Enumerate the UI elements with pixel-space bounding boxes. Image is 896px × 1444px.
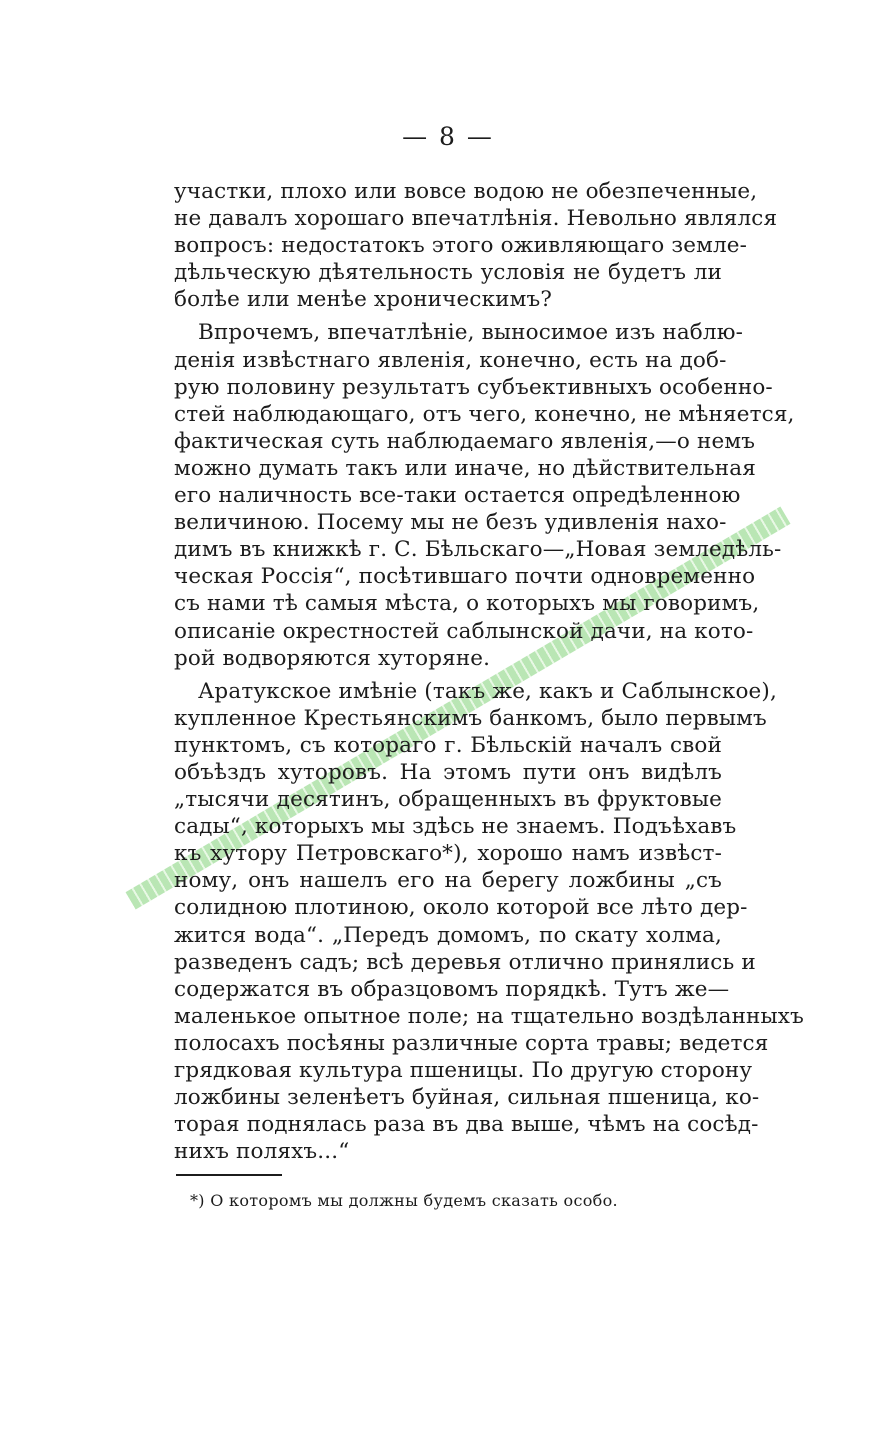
- footnote-divider: [176, 1174, 282, 1176]
- text-line: фактическая суть наблюдаемаго явленія,—о немъ: [174, 428, 756, 454]
- text-line: Впрочемъ, впечатлѣніе, выносимое изъ наблю-: [198, 320, 743, 346]
- text-line: Аратукское имѣніе (такъ же, какъ и Саблынское),: [198, 678, 777, 704]
- text-line: денія извѣстнаго явленія, конечно, есть на доб-: [174, 347, 727, 373]
- text-line: димъ въ книжкѣ г. С. Бѣльскаго—„Новая земледѣль-: [174, 537, 782, 563]
- text-line: грядковая культура пшеницы. По другую сторону: [174, 1058, 753, 1083]
- text-line: солидною плотиною, около которой все лѣто дер-: [174, 895, 748, 921]
- text-line: сады“, которыхъ мы здѣсь не знаемъ. Подъѣхавъ: [174, 814, 737, 840]
- text-line: величиною. Посему мы не безъ удивленія нахо-: [174, 510, 727, 536]
- text-line: участки, плохо или вовсе водою не обезпеченные,: [174, 179, 758, 204]
- paragraph-1: [174, 178, 778, 313]
- text-line: къ хутору Петровскаго*), хорошо намъ извѣст-: [174, 841, 722, 867]
- text-line: пунктомъ, съ котораго г. Бѣльскій началъ свой: [174, 732, 722, 758]
- text-line: вопросъ: недостатокъ этого оживляющаго земле-: [174, 233, 748, 259]
- text-line: рой водворяются хуторяне.: [174, 645, 491, 671]
- footnote: *) О которомъ мы должны будемъ сказать особо.: [190, 1191, 618, 1210]
- text-line: ческая Россія“, посѣтившаго почти одновременно: [174, 564, 756, 590]
- text-line: разведенъ садъ; всѣ деревья отлично принялись и: [174, 949, 756, 975]
- text-line: нихъ поляхъ...“: [174, 1139, 350, 1165]
- text-line: съ нами тѣ самыя мѣста, о которыхъ мы говоримъ,: [174, 591, 760, 617]
- text-line: его наличность все-таки остается опредѣленною: [174, 483, 741, 509]
- text-line: содержатся въ образцовомъ порядкѣ. Тутъ же—: [174, 976, 730, 1002]
- text-line: „тысячи десятинъ, обращенныхъ въ фруктовые: [174, 787, 722, 813]
- main-text: [174, 178, 804, 1165]
- text-line: ложбины зеленѣетъ буйная, сильная пшеница, ко-: [174, 1085, 760, 1111]
- text-line: дѣльческую дѣятельность условія не будетъ ли: [174, 260, 722, 286]
- text-line: стей наблюдающаго, отъ чего, конечно, не мѣняется,: [174, 401, 795, 427]
- paragraph-3: [174, 678, 804, 1166]
- text-line: торая поднялась раза въ два выше, чѣмъ на сосѣд-: [174, 1112, 759, 1138]
- text-line: описаніе окрестностей саблынской дачи, на кото-: [174, 618, 754, 644]
- text-line: рую половину результатъ субъективныхъ особенно-: [174, 374, 773, 400]
- text-line: болѣе или менѣе хроническимъ?: [174, 287, 553, 313]
- text-line: можно думать такъ или иначе, но дѣйствительная: [174, 455, 756, 481]
- paragraph-2: [174, 319, 795, 671]
- text-line: ному, онъ нашелъ его на берегу ложбины „съ: [174, 868, 722, 894]
- text-line: полосахъ посѣяны различные сорта травы; ведется: [174, 1030, 769, 1056]
- text-line: купленное Крестьянскимъ банкомъ, было первымъ: [174, 705, 767, 731]
- text-line: не давалъ хорошаго впечатлѣнія. Невольно являлся: [174, 206, 778, 232]
- page-number: — 8 —: [402, 122, 494, 151]
- text-line: маленькое опытное поле; на тщательно воздѣланныхъ: [174, 1003, 804, 1029]
- text-line: объѣздъ хуторовъ. На этомъ пути онъ видѣлъ: [174, 759, 722, 785]
- text-line: жится вода“. „Передъ домомъ, по скату холма,: [174, 922, 722, 948]
